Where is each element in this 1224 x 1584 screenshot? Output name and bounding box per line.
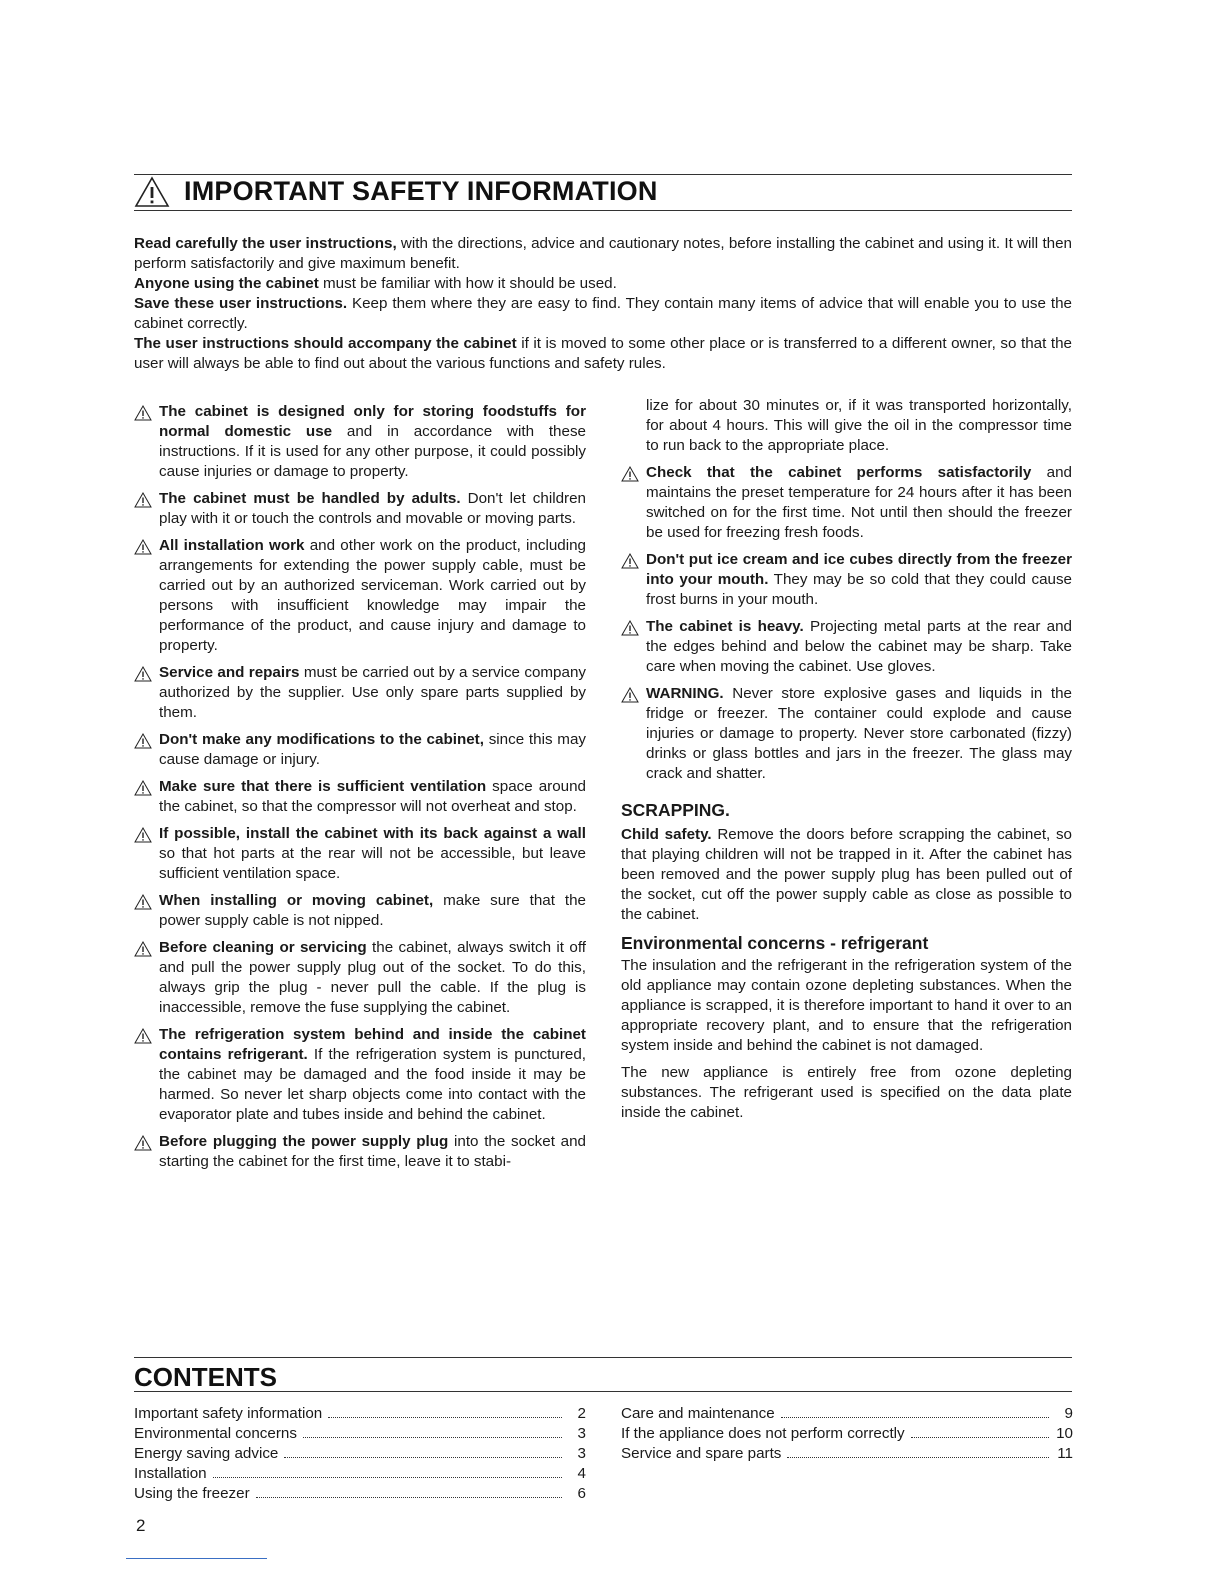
warning-item: Don't put ice cream and ice cubes directly from the freezer into your mouth. They may be so cold that they could cause frost burns in your mouth.: [621, 550, 1072, 610]
right-column: [621, 396, 1072, 1130]
warning-triangle-icon: [134, 733, 152, 749]
environment-paragraph: The insulation and the refrigerant in the refrigeration system of the old appliance may contain ozone depleting substances. When the appliance is scrapped, it is therefore important to hand it over to an appropriate recovery plant, and to ensure that the refrigeration system inside and behind the cabinet is not damaged.: [621, 957, 1072, 1054]
warning-item: Service and repairs must be carried out by a service company authorized by the supplier. Use only spare parts supplied by them.: [134, 663, 586, 723]
toc-leader: [213, 1477, 562, 1478]
toc-leader: [911, 1437, 1049, 1438]
warning-item: Don't make any modifications to the cabinet, since this may cause damage or injury.: [134, 730, 586, 770]
warning-triangle-icon: [134, 780, 152, 796]
toc-right-column: [621, 1404, 1073, 1464]
warning-item: WARNING. Never store explosive gases and liquids in the fridge or freezer. The container could explode and cause injuries or damage to property. Never store carbonated (fizzy) drinks or glass bottles and jars in the freezer. The glass may crack and shatter.: [621, 684, 1072, 784]
intro-paragraph: Anyone using the cabinet must be familiar with how it should be used.: [134, 275, 617, 292]
toc-leader: [787, 1457, 1049, 1458]
warning-triangle-icon: [134, 492, 152, 508]
safety-header: [134, 174, 1072, 210]
warning-triangle-icon: [621, 466, 639, 482]
warning-triangle-icon: [134, 941, 152, 957]
warning-item: Check that the cabinet performs satisfactorily and maintains the preset temperature for 24 hours after it has been switched on for the first time. Not until then should the freezer be used for freezing fresh foods.: [621, 463, 1072, 543]
left-column: [134, 402, 586, 1179]
warning-item: Before plugging the power supply plug into the socket and starting the cabinet for the first time, leave it to stabi-: [134, 1132, 586, 1172]
continuation-text: lize for about 30 minutes or, if it was transported horizontally, for about 4 hours. This will give the oil in the compressor time to run back to the appropriate place.: [646, 397, 1072, 454]
warning-item: When installing or moving cabinet, make sure that the power supply cable is not nipped.: [134, 891, 586, 931]
toc-entry[interactable]: Energy saving advice 3: [134, 1445, 586, 1462]
warning-item: All installation work and other work on the product, including arrangements for extending the power supply cable, must be carried out by an authorized serviceman. Work carried out by persons with insufficient knowledge may impair the performance of the product, and cause injury and damage to property.: [134, 536, 586, 656]
warning-item: The cabinet must be handled by adults. Don't let children play with it or touch the controls and movable or moving parts.: [134, 489, 586, 529]
page-number: 2: [136, 1516, 146, 1535]
toc-entry[interactable]: Important safety information 2: [134, 1405, 586, 1422]
toc-entry[interactable]: Using the freezer 6: [134, 1485, 586, 1502]
toc-leader: [781, 1417, 1049, 1418]
toc-entry[interactable]: Installation 4: [134, 1465, 586, 1482]
warning-triangle-icon: [134, 539, 152, 555]
contents-underline: [134, 1391, 1072, 1392]
warning-triangle-icon: [621, 620, 639, 636]
warning-triangle-icon: [134, 1028, 152, 1044]
warning-triangle-icon: [134, 176, 170, 208]
warning-triangle-icon: [621, 553, 639, 569]
footer-link-line: [126, 1558, 267, 1559]
scrapping-paragraph: Child safety. Remove the doors before scrapping the cabinet, so that playing children will not be trapped in it. After the cabinet has been removed and the power supply plug has been pulled out of the socket, cut off the power supply cable as close as possible to the cabinet.: [621, 826, 1072, 923]
intro-paragraph: Save these user instructions. Keep them where they are easy to find. They contain many items of advice that will enable you to use the cabinet correctly.: [134, 295, 1072, 332]
intro-paragraph: The user instructions should accompany the cabinet if it is moved to some other place or is transferred to a different owner, so that the user will always be able to find out about the various functions and safety rules.: [134, 335, 1073, 372]
warning-item: The cabinet is heavy. Projecting metal parts at the rear and the edges behind and below the cabinet may be sharp. Take care when moving the cabinet. Use gloves.: [621, 617, 1072, 677]
warning-triangle-icon: [134, 1135, 152, 1151]
contents-title: CONTENTS: [134, 1362, 277, 1392]
toc-leader: [303, 1437, 562, 1438]
toc-leader: [256, 1497, 562, 1498]
warning-triangle-icon: [134, 405, 152, 421]
toc-leader: [284, 1457, 562, 1458]
warning-triangle-icon: [134, 894, 152, 910]
toc-entry[interactable]: If the appliance does not perform correctly 10: [621, 1425, 1073, 1442]
toc-entry[interactable]: Service and spare parts 11: [621, 1445, 1073, 1462]
toc-entry[interactable]: Care and maintenance 9: [621, 1405, 1073, 1422]
warning-triangle-icon: [134, 827, 152, 843]
toc-entry[interactable]: Environmental concerns 3: [134, 1425, 586, 1442]
warning-triangle-icon: [134, 666, 152, 682]
page-title: IMPORTANT SAFETY INFORMATION: [184, 176, 658, 206]
intro-section: [134, 234, 1072, 374]
environment-paragraph: The new appliance is entirely free from ozone depleting substances. The refrigerant used is specified on the data plate inside the cabinet.: [621, 1064, 1072, 1121]
warning-item: Make sure that there is sufficient ventilation space around the cabinet, so that the compressor will not overheat and stop.: [134, 777, 586, 817]
warning-item: The refrigeration system behind and inside the cabinet contains refrigerant. If the refrigeration system is punctured, the cabinet may be damaged and the food inside it may be harmed. So never let sharp objects come into contact with the evaporator plate and tubes inside and behind the cabinet.: [134, 1025, 586, 1125]
warning-triangle-icon: [621, 687, 639, 703]
toc-leader: [328, 1417, 562, 1418]
scrapping-heading: SCRAPPING.: [621, 800, 730, 820]
contents-top-rule: [134, 1357, 1072, 1358]
environment-heading: Environmental concerns - refrigerant: [621, 933, 929, 953]
warning-item: The cabinet is designed only for storing foodstuffs for normal domestic use and in accordance with these instructions. If it is used for any other purpose, it could possibly cause injuries or damage to property.: [134, 402, 586, 482]
title-underline: [134, 210, 1072, 211]
intro-paragraph: Read carefully the user instructions, with the directions, advice and cautionary notes, before installing the cabinet and using it. It will then perform satisfactorily and give maximum benefit.: [134, 235, 1072, 272]
toc-left-column: [134, 1404, 586, 1504]
warning-item: Before cleaning or servicing the cabinet, always switch it off and pull the power supply plug out of the socket. To do this, always grip the plug - never pull the cable. If the plug is inaccessible, remove the fuse supplying the cabinet.: [134, 938, 586, 1018]
warning-item: If possible, install the cabinet with its back against a wall so that hot parts at the rear will not be accessible, but leave sufficient ventilation space.: [134, 824, 586, 884]
